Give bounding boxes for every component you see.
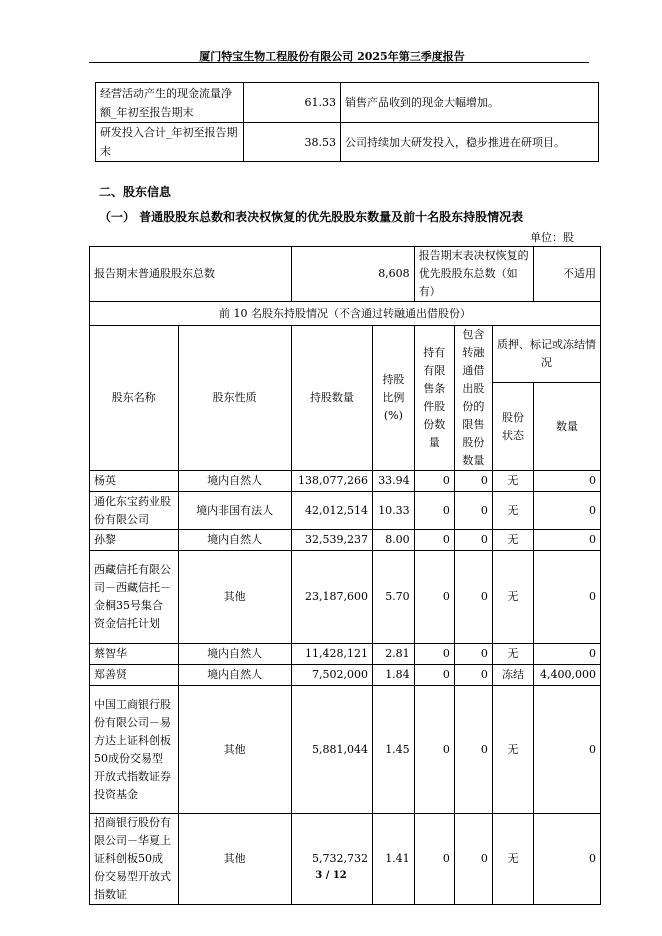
page-number: 3 / 12	[315, 870, 347, 881]
holder-nature: 境内自然人	[178, 644, 291, 665]
holder-qty: 0	[534, 644, 601, 665]
holder-nature: 其他	[178, 686, 291, 814]
total-holders-label: 报告期末普通股股东总数	[90, 247, 292, 302]
item-cell: 经营活动产生的现金流量净额_年初至报告期末	[96, 83, 244, 123]
holder-name: 西藏信托有限公司－西藏信托－金桐35号集合资金信托计划	[90, 551, 179, 644]
holder-name: 蔡智华	[90, 644, 179, 665]
holder-qty: 4,400,000	[534, 665, 601, 686]
holder-nature: 境内自然人	[178, 665, 291, 686]
col-header-shares: 持股数量	[291, 326, 372, 471]
holder-ratio: 8.00	[373, 530, 415, 551]
holder-status: 无	[492, 686, 533, 814]
holder-shares: 23,187,600	[291, 551, 372, 644]
holder-name: 郑善贤	[90, 665, 179, 686]
holder-nature: 其他	[178, 814, 291, 905]
value-cell: 61.33	[244, 83, 341, 123]
holder-restricted: 0	[414, 530, 454, 551]
holder-shares: 42,012,514	[291, 492, 372, 530]
table-row	[90, 814, 601, 905]
holder-status: 冻结	[492, 665, 533, 686]
col-header-name: 股东名称	[90, 326, 179, 471]
holder-lent: 0	[454, 492, 492, 530]
value-cell: 38.53	[244, 123, 341, 162]
total-holders-value: 8,608	[291, 247, 414, 302]
holder-qty: 0	[534, 471, 601, 492]
holder-lent: 0	[454, 530, 492, 551]
holder-nature: 其他	[178, 551, 291, 644]
table-row	[96, 123, 599, 162]
shareholders-table	[89, 246, 601, 905]
holder-restricted: 0	[414, 492, 454, 530]
col-header-pledge: 质押、标记或冻结情况	[492, 326, 600, 383]
holder-qty: 0	[534, 530, 601, 551]
holder-lent: 0	[454, 665, 492, 686]
col-header-ratio: 持股比例(%)	[373, 326, 415, 471]
holder-name: 中国工商银行股份有限公司－易方达上证科创板50成份交易型开放式指数证券投资基金	[90, 686, 179, 814]
holder-qty: 0	[534, 814, 601, 905]
pref-holders-value: 不适用	[534, 247, 601, 302]
holder-ratio: 5.70	[373, 551, 415, 644]
holder-shares: 138,077,266	[291, 471, 372, 492]
holder-status: 无	[492, 471, 533, 492]
holder-status: 无	[492, 814, 533, 905]
unit-label: 单位：股	[530, 231, 574, 244]
holder-lent: 0	[454, 814, 492, 905]
reason-cell: 公司持续加大研发投入，稳步推进在研项目。	[341, 123, 599, 162]
holder-status: 无	[492, 644, 533, 665]
holder-lent: 0	[454, 644, 492, 665]
holder-ratio: 33.94	[373, 471, 415, 492]
table-row	[90, 686, 601, 814]
pref-holders-label: 报告期末表决权恢复的优先股股东总数（如有）	[414, 247, 533, 302]
cash-flow-table	[95, 82, 599, 162]
col-header-status: 股份状态	[492, 383, 533, 471]
holder-shares: 32,539,237	[291, 530, 372, 551]
item-cell: 研发投入合计_年初至报告期末	[96, 123, 244, 162]
holder-lent: 0	[454, 551, 492, 644]
top10-title-row	[90, 302, 601, 326]
section-subtitle: （一） 普通股股东总数和表决权恢复的优先股股东数量及前十名股东持股情况表	[99, 210, 524, 224]
holder-nature: 境内非国有法人	[178, 492, 291, 530]
col-header-restricted: 持有有限售条件股份数量	[414, 326, 454, 471]
holder-shares: 5,732,732	[291, 814, 372, 905]
table-row	[96, 83, 599, 123]
holder-ratio: 1.45	[373, 686, 415, 814]
table-row	[90, 530, 601, 551]
col-header-lent: 包含转融通借出股份的限售股份数量	[454, 326, 492, 471]
table-row	[90, 644, 601, 665]
holder-restricted: 0	[414, 551, 454, 644]
summary-row	[90, 247, 601, 302]
holder-restricted: 0	[414, 644, 454, 665]
page-header: 厦门特宝生物工程股份有限公司 2025年第三季度报告	[199, 50, 465, 63]
holder-ratio: 10.33	[373, 492, 415, 530]
holder-shares: 7,502,000	[291, 665, 372, 686]
holder-ratio: 1.41	[373, 814, 415, 905]
header-row	[90, 326, 601, 383]
holder-name: 通化东宝药业股份有限公司	[90, 492, 179, 530]
holder-ratio: 2.81	[373, 644, 415, 665]
holder-name: 孙黎	[90, 530, 179, 551]
section-title: 二、股东信息	[99, 185, 172, 199]
table-row	[90, 492, 601, 530]
holder-restricted: 0	[414, 665, 454, 686]
holder-status: 无	[492, 551, 533, 644]
header-divider	[89, 62, 589, 63]
holder-restricted: 0	[414, 814, 454, 905]
holder-restricted: 0	[414, 471, 454, 492]
holder-status: 无	[492, 530, 533, 551]
holder-lent: 0	[454, 686, 492, 814]
holder-shares: 11,428,121	[291, 644, 372, 665]
reason-cell: 销售产品收到的现金大幅增加。	[341, 83, 599, 123]
holder-restricted: 0	[414, 686, 454, 814]
col-header-nature: 股东性质	[178, 326, 291, 471]
holder-qty: 0	[534, 492, 601, 530]
holder-qty: 0	[534, 551, 601, 644]
holder-name: 招商银行股份有限公司－华夏上证科创板50成份交易型开放式指数证	[90, 814, 179, 905]
holder-nature: 境内自然人	[178, 530, 291, 551]
col-header-qty: 数量	[534, 383, 601, 471]
top10-title: 前 10 名股东持股情况（不含通过转融通出借股份）	[90, 302, 601, 326]
table-row	[90, 665, 601, 686]
table-row	[90, 551, 601, 644]
table-row	[90, 471, 601, 492]
holder-shares: 5,881,044	[291, 686, 372, 814]
holder-status: 无	[492, 492, 533, 530]
holder-nature: 境内自然人	[178, 471, 291, 492]
holder-lent: 0	[454, 471, 492, 492]
holder-ratio: 1.84	[373, 665, 415, 686]
holder-name: 杨英	[90, 471, 179, 492]
holder-qty: 0	[534, 686, 601, 814]
